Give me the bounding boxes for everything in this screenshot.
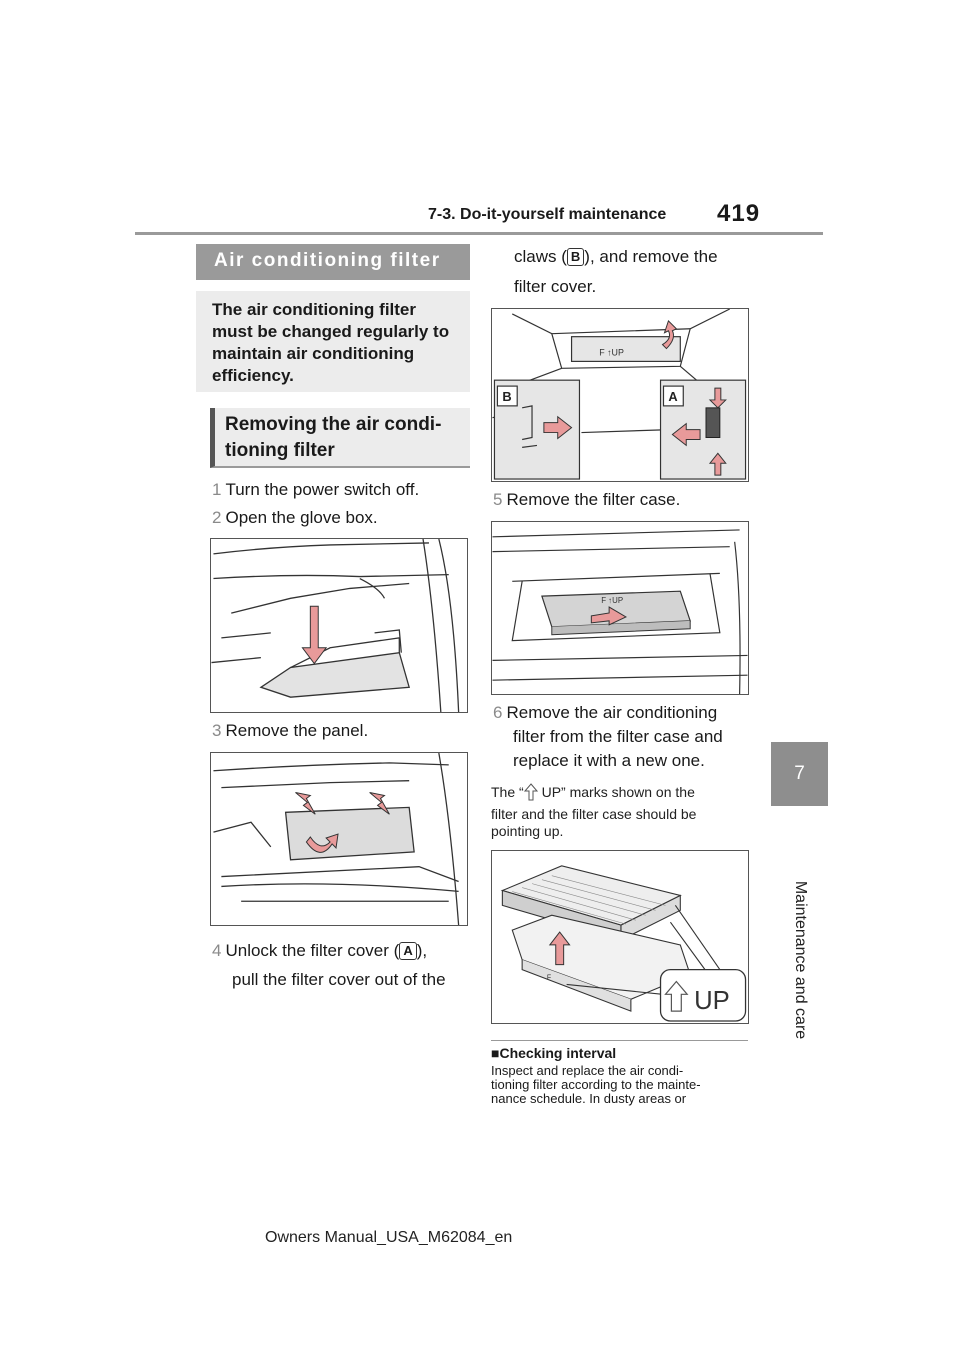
panel-illustration: [211, 753, 467, 925]
footer-manual-id: Owners Manual_USA_M62084_en: [265, 1229, 513, 1246]
step-number: 4: [212, 941, 222, 960]
section-intro: The air conditioning filter must be changed regularly to maintain air conditioning efficiency.: [196, 291, 470, 392]
step-text: Remove the air conditioning: [506, 703, 718, 722]
glovebox-illustration: [211, 539, 467, 712]
label-a: A: [399, 942, 416, 960]
chapter-tab[interactable]: 7: [771, 742, 828, 806]
note-text: The “: [491, 784, 524, 800]
checking-interval-heading: ■Checking interval: [491, 1045, 617, 1061]
section-divider: [491, 1040, 748, 1041]
header-rule: [135, 232, 823, 235]
step-6: [493, 700, 717, 725]
subsection-title-line1: Removing the air condi-: [225, 414, 442, 435]
subsection-title-line2: tioning filter: [225, 440, 335, 461]
step-1: [212, 477, 419, 502]
step-number: 6: [493, 703, 503, 722]
step-4-line2: pull the filter cover out of the: [232, 970, 446, 989]
callout-b-label: B: [502, 388, 512, 404]
glovebox-figure: [210, 538, 468, 713]
new-filter-illustration: [492, 851, 748, 1023]
filter-case-illustration: [492, 522, 748, 694]
step-text-after: ),: [416, 941, 428, 960]
checking-line2: tioning filter according to the mainte-: [491, 1077, 701, 1092]
note-line2: filter and the filter case should be: [491, 806, 697, 822]
page-number: 419: [717, 200, 761, 227]
note-text-after: UP” marks shown on the: [537, 784, 695, 800]
checking-interval-text: [491, 1064, 751, 1106]
step-text: Remove the filter case.: [506, 490, 681, 509]
section-header-title: 7-3. Do-it-yourself maintenance: [428, 206, 667, 223]
step-number: 3: [212, 721, 222, 740]
filter-cover-illustration: [492, 309, 748, 481]
step-text: claws (: [514, 247, 567, 266]
f-mark: F: [546, 974, 552, 982]
filter-cover-figure: [491, 308, 749, 482]
chapter-title: Maintenance and care: [792, 880, 809, 1040]
step-6-line3: replace it with a new one.: [513, 751, 705, 770]
step-4-line4: filter cover.: [514, 277, 597, 296]
step-5: [493, 487, 680, 512]
filter-case-figure: [491, 521, 749, 695]
step-number: 1: [212, 480, 222, 499]
step-text: Remove the panel.: [225, 721, 369, 740]
step-text: Open the glove box.: [225, 508, 378, 527]
note-line3: pointing up.: [491, 823, 564, 839]
step-text: Turn the power switch off.: [225, 480, 420, 499]
remove-panel-figure: [210, 752, 468, 926]
new-filter-figure: [491, 850, 749, 1024]
step-4-line3: [514, 244, 718, 269]
label-b: B: [567, 248, 584, 266]
case-filter-mark: F ↑UP: [601, 596, 624, 606]
step-number: 5: [493, 490, 503, 509]
step-2: [212, 505, 378, 530]
filter-mark: F ↑UP: [599, 347, 624, 358]
step-6-line2: filter from the filter case and: [513, 727, 723, 746]
step-text-after: ), and remove the: [584, 247, 718, 266]
note-line1: [491, 783, 695, 801]
step-4: [212, 938, 427, 963]
up-mark: UP: [694, 987, 730, 1016]
step-3: [212, 718, 368, 743]
up-arrow-icon: [524, 783, 538, 801]
callout-a-label: A: [668, 388, 678, 404]
step-number: 2: [212, 508, 222, 527]
section-title-bar: Air conditioning filter: [196, 244, 470, 280]
checking-line1: Inspect and replace the air condi-: [491, 1063, 684, 1078]
subsection-title: [210, 408, 470, 468]
checking-line3: nance schedule. In dusty areas or: [491, 1091, 687, 1106]
step-text: Unlock the filter cover (: [225, 941, 400, 960]
